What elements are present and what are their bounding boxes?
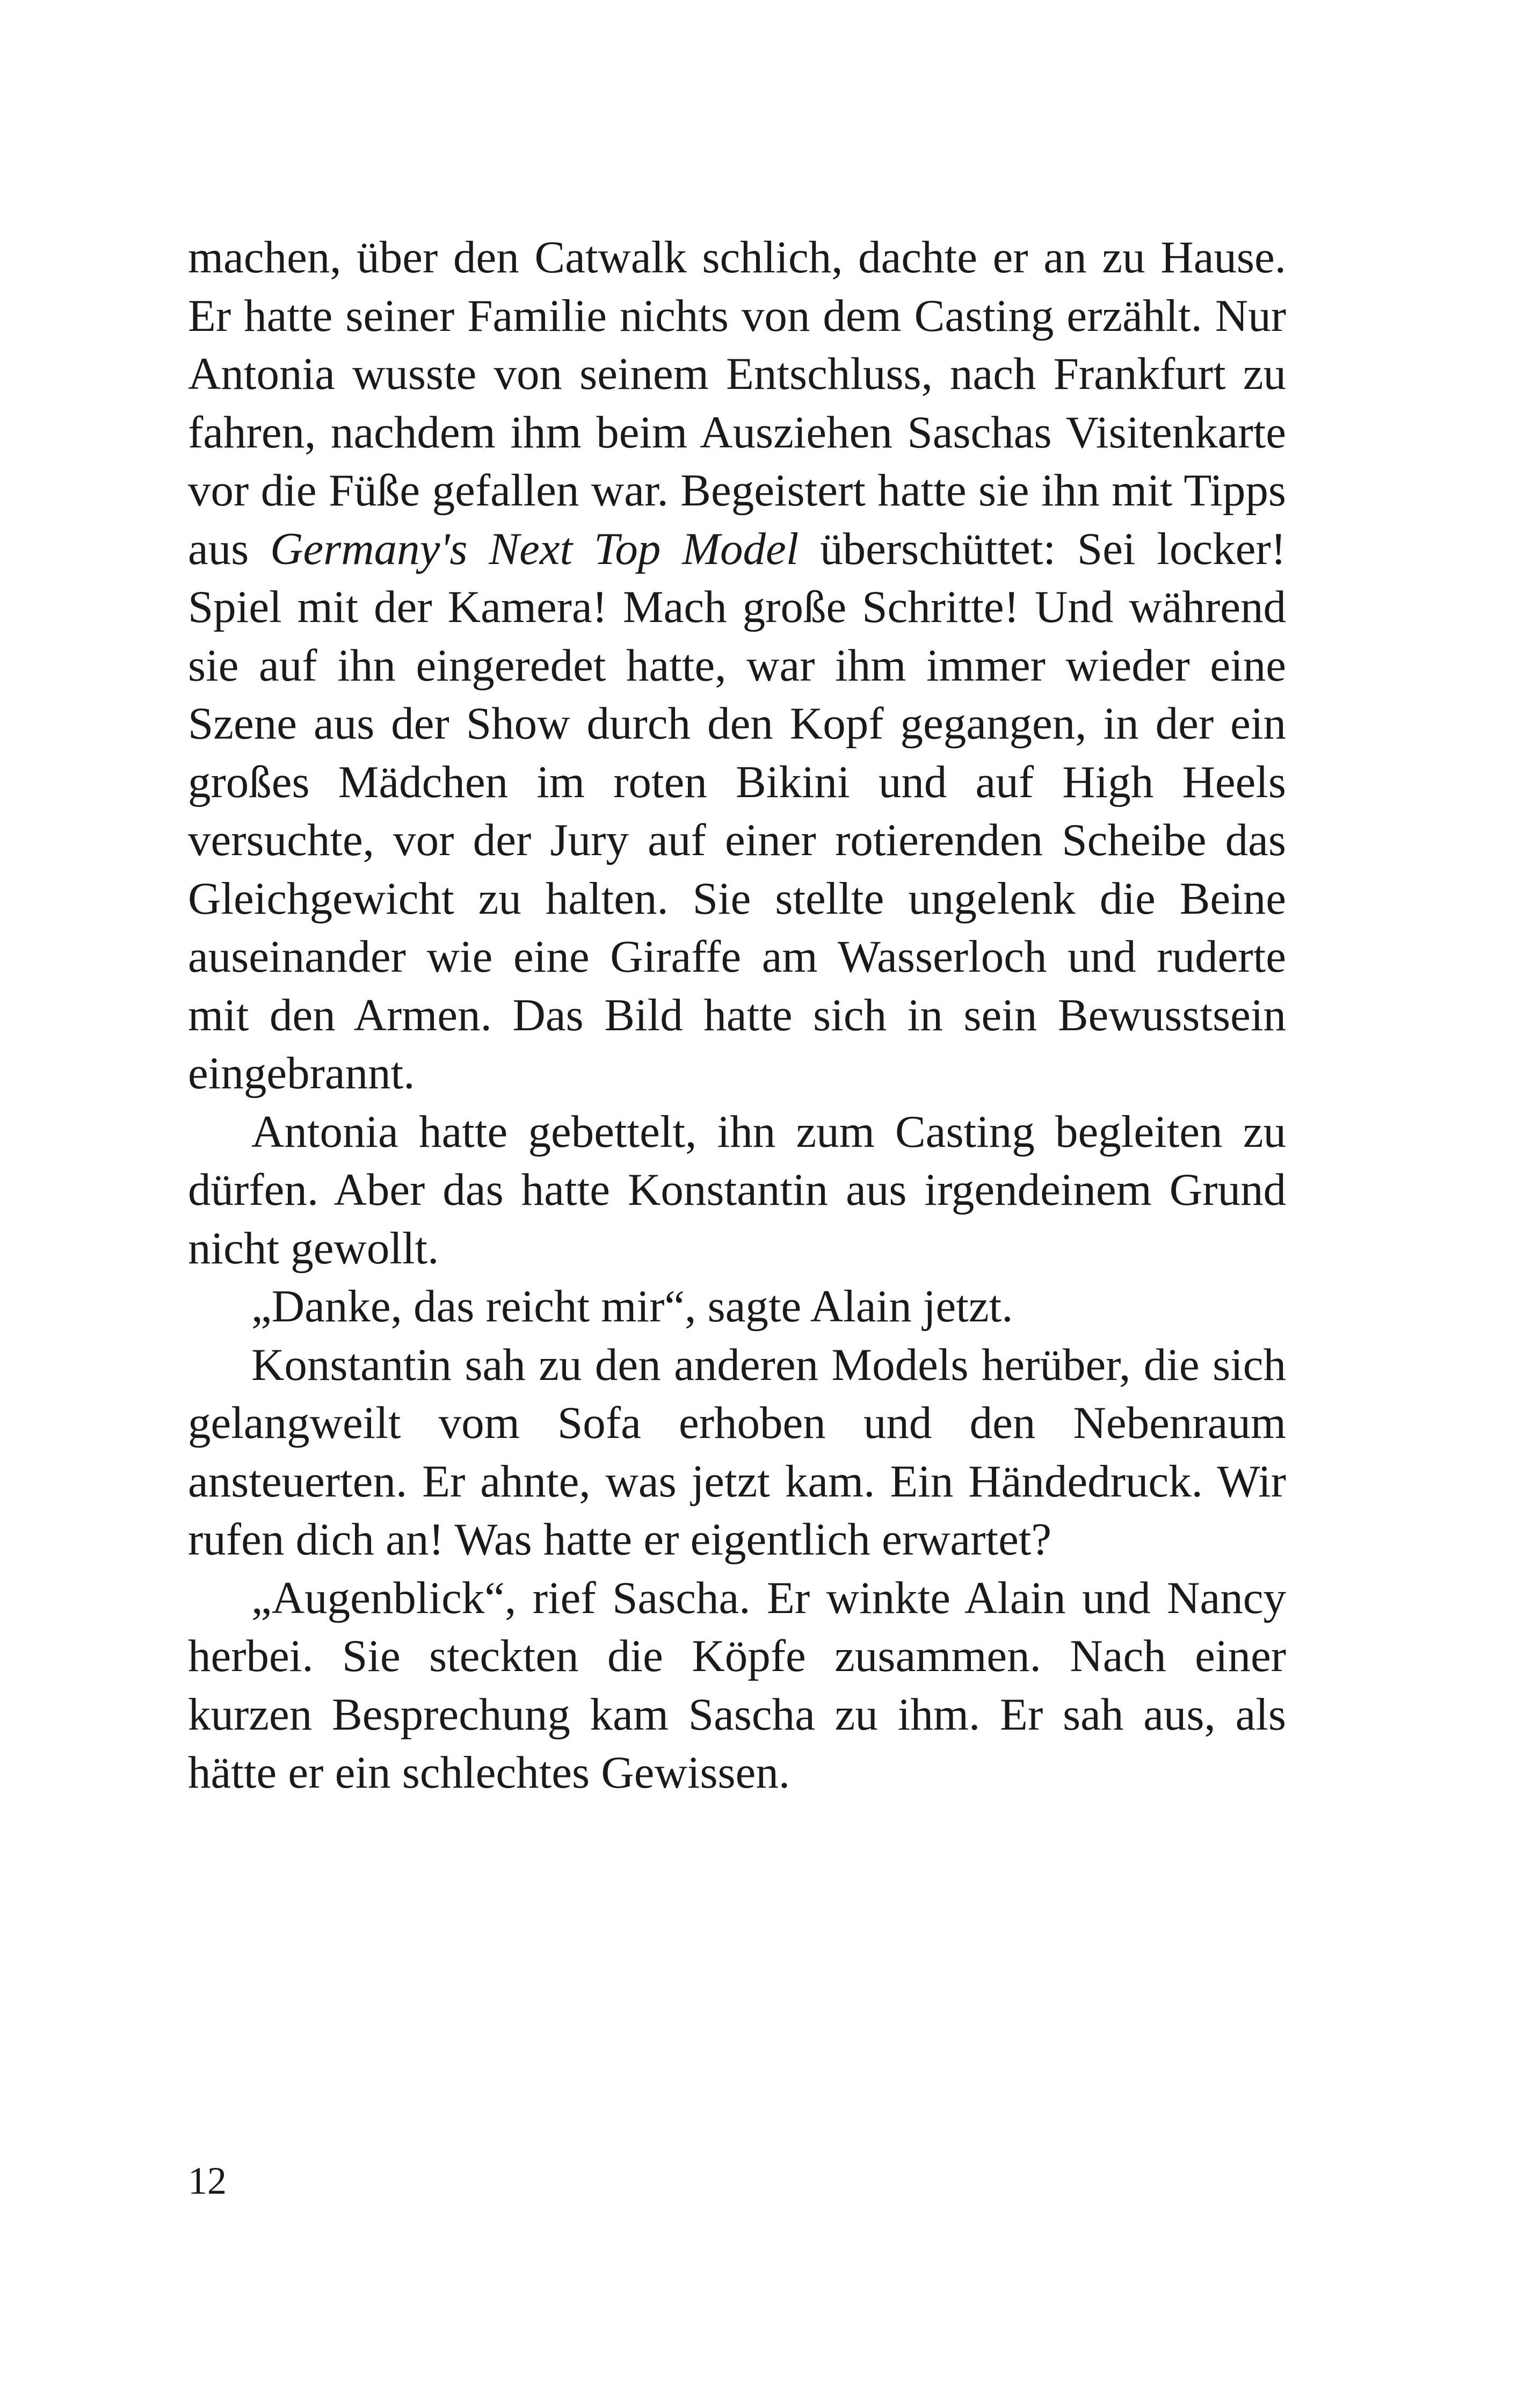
paragraph-3: „Danke, das reicht mir“, sagte Alain jetzt.	[251, 1281, 1013, 1332]
paragraph-1-part-2: überschüttet: Sei locker! Spiel mit der Kamera! Mach große Schritte! Und während sie auf ihn eingeredet hatte, war ihm immer wieder eine Szene aus der Show durch den Kopf gegangen, in der ein großes Mädchen im roten Bikini und auf High Heels versuchte, vor der Jury auf einer rotierenden Scheibe das Gleichgewicht zu halten. Sie stellte ungelenk die Beine auseinander wie eine Giraffe am Wasserloch und ruderte mit den Armen. Das Bild hatte sich in sein Bewusstsein eingebrannt.	[188, 523, 1286, 1098]
paragraph-1-part-1: machen, über den Catwalk schlich, dachte er an zu Hause. Er hatte seiner Familie nichts von dem Casting erzählt. Nur Antonia wusste von seinem Entschluss, nach Frankfurt zu fahren, nachdem ihm beim Ausziehen Saschas Visitenkarte vor die Füße gefallen war. Begeistert hatte sie ihn mit Tipps aus	[188, 232, 1286, 574]
paragraph-5: „Augenblick“, rief Sascha. Er winkte Alain und Nancy herbei. Sie steckten die Köpfe zusammen. Nach einer kurzen Besprechung kam Sascha zu ihm. Er sah aus, als hätte er ein schlechtes Gewissen.	[188, 1572, 1286, 1798]
body-text	[188, 228, 1286, 1802]
paragraph-4: Konstantin sah zu den anderen Models herüber, die sich gelangweilt vom Sofa erhoben und den Nebenraum ansteuerten. Er ahnte, was jetzt kam. Ein Händedruck. Wir rufen dich an! Was hatte er eigentlich erwartet?	[188, 1339, 1286, 1565]
paragraph-2: Antonia hatte gebettelt, ihn zum Casting begleiten zu dürfen. Aber das hatte Konstantin aus irgendeinem Grund nicht gewollt.	[188, 1106, 1286, 1274]
page-number: 12	[188, 2159, 227, 2202]
book-title-italic: Germany's Next Top Model	[270, 523, 799, 574]
paragraph-1	[188, 228, 1286, 1103]
